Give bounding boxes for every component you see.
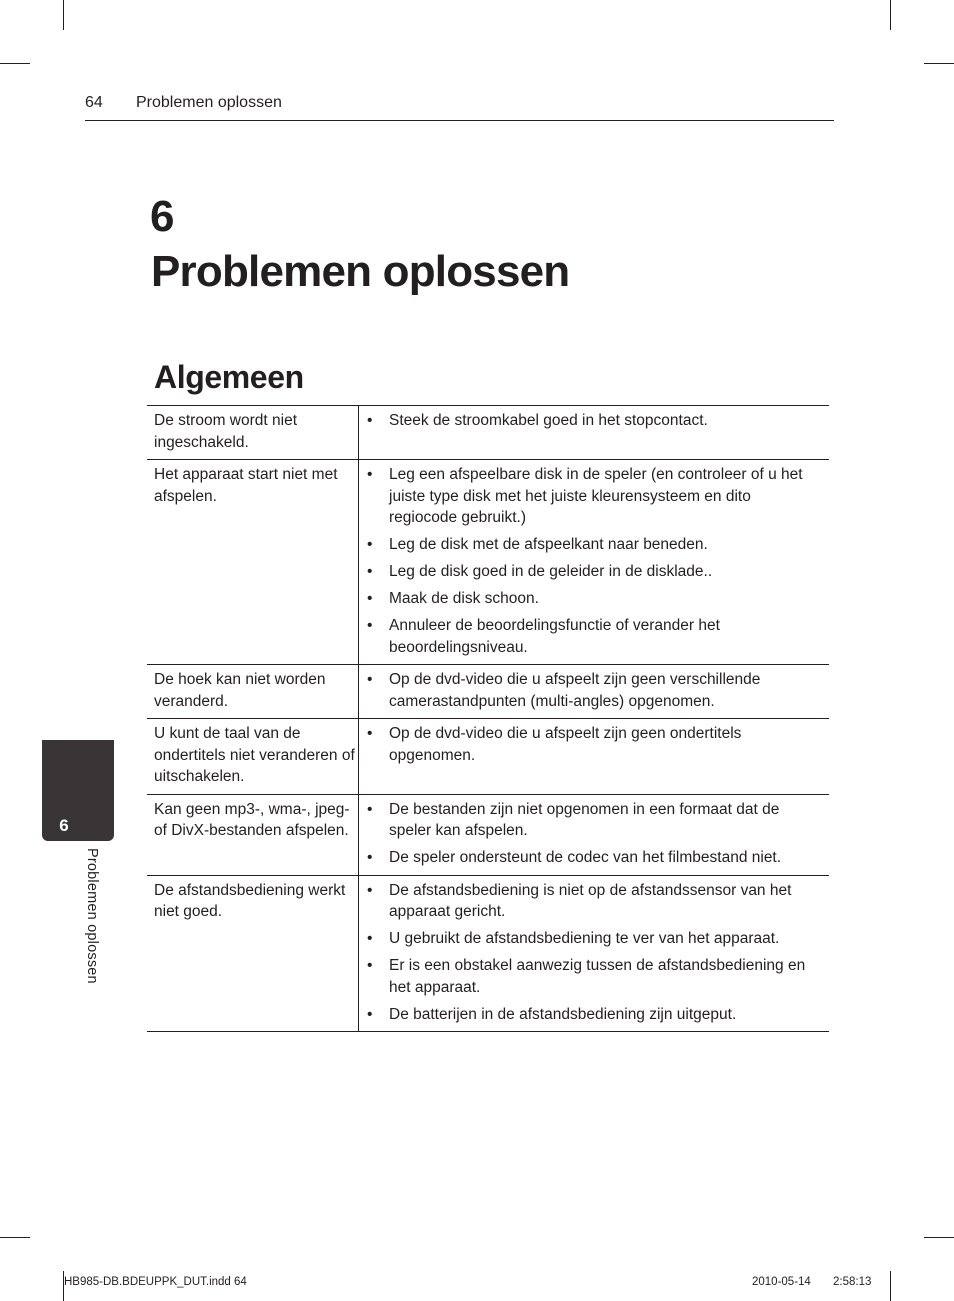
crop-mark — [924, 63, 954, 64]
bullet-icon: • — [367, 536, 373, 553]
problem-cell: De stroom wordt niet ingeschakeld. — [147, 406, 359, 460]
table-row — [147, 665, 829, 719]
chapter-side-tab — [42, 740, 114, 841]
solution-list — [359, 880, 821, 1026]
solutions-cell — [359, 406, 830, 460]
table-row — [147, 794, 829, 875]
solution-text: U gebruikt de afstandsbediening te ver van het apparaat. — [389, 930, 780, 947]
solution-text: Annuleer de beoordelingsfunctie of verander het beoordelingsniveau. — [389, 617, 720, 656]
solution-item — [359, 799, 821, 842]
crop-mark — [890, 1271, 891, 1301]
solution-item — [359, 464, 821, 529]
solution-text: De afstandsbediening is niet op de afstandssensor van het apparaat gericht. — [389, 881, 792, 920]
solutions-cell — [359, 794, 830, 875]
chapter-number: 6 — [150, 192, 174, 241]
bullet-icon: • — [367, 930, 373, 947]
crop-mark — [924, 1237, 954, 1238]
table-row — [147, 875, 829, 1032]
solution-item — [359, 561, 821, 583]
chapter-title: Problemen oplossen — [151, 247, 570, 296]
bullet-icon: • — [367, 466, 373, 483]
problem-cell: Kan geen mp3-, wma-, jpeg- of DivX-bestanden afspelen. — [147, 794, 359, 875]
crop-mark — [0, 63, 30, 64]
solution-text: De speler ondersteunt de codec van het filmbestand niet. — [389, 849, 782, 866]
bullet-icon: • — [367, 800, 373, 818]
side-tab-label: Problemen oplossen — [84, 848, 100, 984]
solution-item — [359, 669, 821, 712]
footer-time: 2:58:13 — [833, 1276, 872, 1288]
solution-text: Maak de disk schoon. — [389, 590, 539, 607]
crop-mark — [0, 1237, 30, 1238]
bullet-icon: • — [367, 412, 373, 429]
bullet-icon: • — [367, 957, 373, 974]
solutions-cell — [359, 665, 830, 719]
running-header — [85, 94, 834, 121]
bullet-icon: • — [367, 1005, 373, 1023]
solutions-cell — [359, 719, 830, 795]
bullet-icon: • — [367, 671, 373, 688]
solutions-cell — [359, 460, 830, 665]
problem-cell: Het apparaat start niet met afspelen. — [147, 460, 359, 665]
solution-text: Op de dvd-video die u afspeelt zijn geen ondertitels opgenomen. — [389, 725, 742, 764]
footer-file-name: HB985-DB.BDEUPPK_DUT.indd 64 — [64, 1276, 247, 1288]
bullet-icon: • — [367, 849, 373, 866]
bullet-icon: • — [367, 725, 373, 742]
side-tab-number: 6 — [59, 816, 69, 835]
bullet-icon: • — [367, 617, 373, 634]
problem-cell: U kunt de taal van de ondertitels niet veranderen of uitschakelen. — [147, 719, 359, 795]
solution-item — [359, 880, 821, 923]
bullet-icon: • — [367, 563, 373, 580]
troubleshooting-table — [147, 405, 829, 1032]
solution-item — [359, 534, 821, 556]
solution-item — [359, 588, 821, 610]
running-header-section: Problemen oplossen — [136, 94, 282, 111]
solution-text: Steek de stroomkabel goed in het stopcontact. — [389, 412, 708, 429]
solution-text: Op de dvd-video die u afspeelt zijn geen verschillende camerastandpunten (multi-angles) opgenomen. — [389, 671, 761, 710]
solution-item — [359, 955, 821, 998]
solution-text: Leg de disk met de afspeelkant naar beneden. — [389, 536, 708, 553]
section-title: Algemeen — [154, 359, 304, 395]
solution-item — [359, 847, 821, 869]
problem-cell: De hoek kan niet worden veranderd. — [147, 665, 359, 719]
solution-item — [359, 723, 821, 766]
bullet-icon: • — [367, 881, 373, 899]
solution-list — [359, 410, 821, 432]
solution-text: Leg de disk goed in de geleider in de disklade.. — [389, 563, 713, 580]
solutions-cell — [359, 875, 830, 1032]
solution-list — [359, 669, 821, 712]
solution-text: De batterijen in de afstandsbediening zijn uitgeput. — [389, 1005, 737, 1023]
crop-mark — [890, 0, 891, 30]
solution-list — [359, 723, 821, 766]
solution-text: Er is een obstakel aanwezig tussen de afstandsbediening en het apparaat. — [389, 957, 806, 996]
table-row — [147, 406, 829, 460]
solution-item — [359, 1004, 821, 1026]
solution-item — [359, 615, 821, 658]
footer-date: 2010-05-14 — [752, 1276, 811, 1288]
solution-list — [359, 464, 821, 658]
crop-mark — [63, 0, 64, 30]
page-number: 64 — [85, 94, 103, 111]
solution-item — [359, 928, 821, 950]
solution-text: Leg een afspeelbare disk in de speler (en controleer of u het juiste type disk met het juiste kleurensysteem en dito regiocode gebruikt.) — [389, 466, 803, 526]
table-row — [147, 719, 829, 795]
solution-text: De bestanden zijn niet opgenomen in een formaat dat de speler kan afspelen. — [389, 800, 780, 839]
solution-item — [359, 410, 821, 432]
table-row — [147, 460, 829, 665]
problem-cell: De afstandsbediening werkt niet goed. — [147, 875, 359, 1032]
solution-list — [359, 799, 821, 869]
bullet-icon: • — [367, 590, 373, 607]
